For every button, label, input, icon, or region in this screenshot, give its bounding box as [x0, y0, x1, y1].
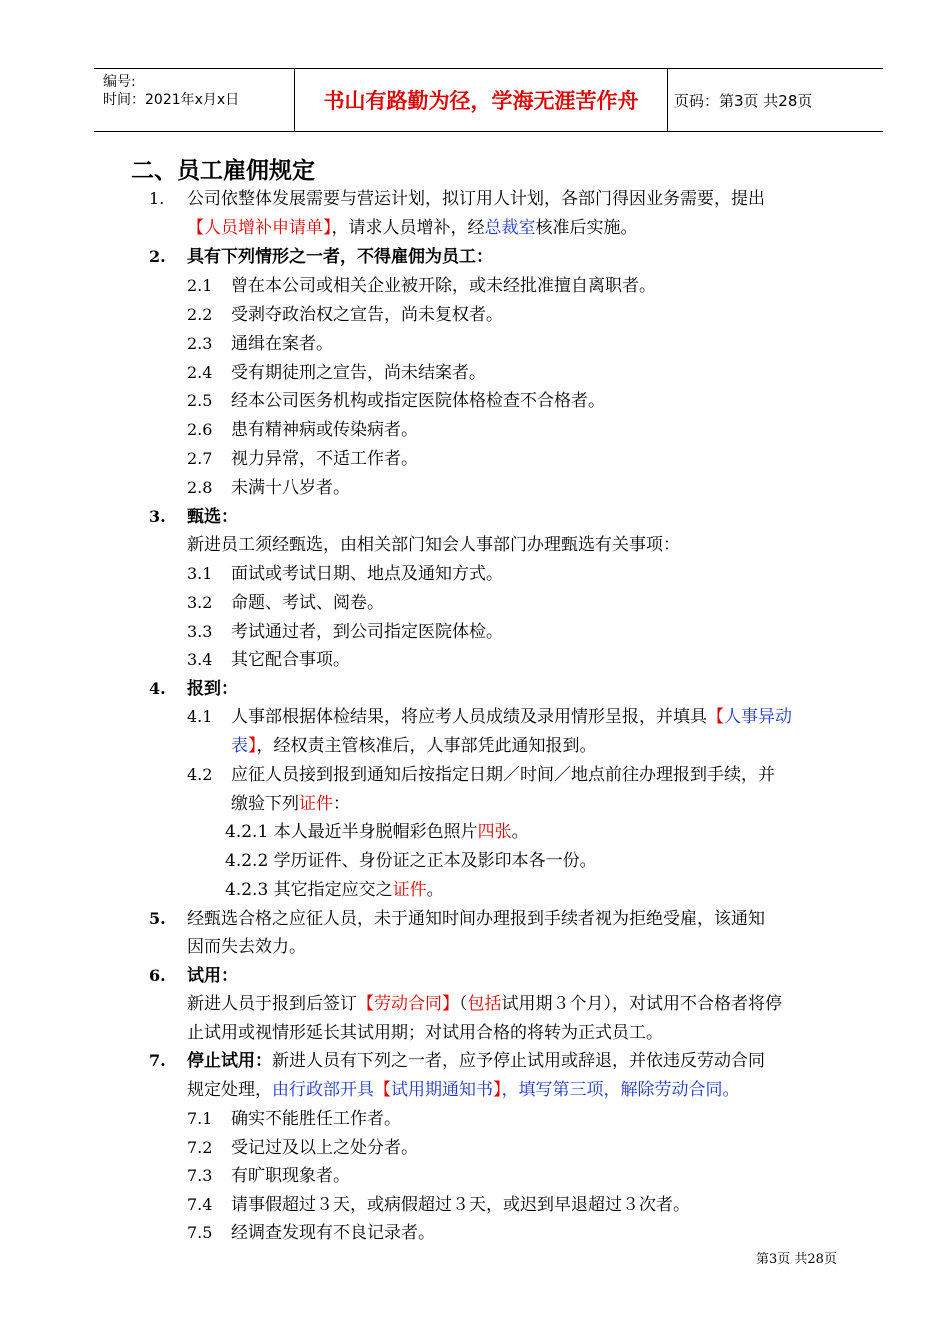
- sub-text: 视力异常，不适工作者。: [231, 449, 418, 469]
- sub-number: 3.1: [187, 564, 213, 583]
- sub-number: 4.1: [187, 707, 213, 726]
- sub-text: 未满十八岁者。: [231, 478, 350, 498]
- sub-number: 3.4: [187, 650, 213, 669]
- paragraph-line: 停止试用：新进人员有下列之一者，应予停止试用或辞退，并依违反劳动合同: [187, 1051, 765, 1071]
- header-motto: 书山有路勤为径，学海无涯苦作舟: [323, 89, 639, 113]
- section-title: 二、员工雇佣规定: [131, 158, 315, 184]
- sub-text: 缴验下列证件：: [231, 794, 350, 814]
- sub-number: 7.3: [187, 1166, 213, 1185]
- item-number: 3.: [149, 507, 166, 526]
- item-number: 5.: [149, 909, 166, 928]
- sub-number: 7.4: [187, 1195, 213, 1214]
- paragraph-line: 因而失去效力。: [187, 937, 306, 957]
- item-number: 2.: [149, 247, 166, 266]
- item-heading: 报到：: [187, 679, 238, 699]
- sub-sub-text: 4.2.3 其它指定应交之证件。: [225, 880, 444, 900]
- sub-text: 确实不能胜任工作者。: [231, 1109, 401, 1129]
- header-page-info: 页码：第3页 共28页: [674, 91, 813, 110]
- dept-name-blue: 总裁室: [484, 218, 536, 238]
- sub-number: 2.1: [187, 276, 213, 295]
- sub-number: 7.5: [187, 1223, 213, 1242]
- item-heading: 甄选：: [187, 507, 238, 527]
- item-number: 6.: [149, 966, 166, 985]
- sub-number: 2.8: [187, 478, 213, 497]
- item-heading: 试用：: [187, 966, 238, 986]
- sub-number: 3.2: [187, 593, 213, 612]
- paragraph-line: 止试用或视情形延长其试用期；对试用合格的将转为正式员工。: [187, 1023, 663, 1043]
- sub-text: 受记过及以上之处分者。: [231, 1138, 418, 1158]
- sub-text: 有旷职现象者。: [231, 1166, 350, 1186]
- page-header: [94, 68, 883, 132]
- paragraph-line: 新进人员于报到后签订【劳动合同】（包括试用期３个月），对试用不合格者将停: [187, 994, 782, 1014]
- sub-text: 通缉在案者。: [231, 334, 333, 354]
- item-heading: 具有下列情形之一者，不得雇佣为员工：: [187, 247, 493, 267]
- sub-text: 经调查发现有不良记录者。: [231, 1223, 435, 1243]
- sub-number: 2.7: [187, 449, 213, 468]
- divider: [667, 69, 668, 131]
- item-number: 4.: [149, 679, 166, 698]
- sub-number: 7.2: [187, 1138, 213, 1157]
- sub-sub-text: 4.2.2 学历证件、身份证之正本及影印本各一份。: [225, 851, 597, 871]
- paragraph-line: 经甄选合格之应征人员，未于通知时间办理报到手续者视为拒绝受雇，该通知: [187, 909, 765, 929]
- sub-number: 7.1: [187, 1109, 213, 1128]
- form-name-red: 【人员增补申请单】: [187, 218, 332, 238]
- doc-code-label: 编号:: [103, 74, 136, 90]
- header-meta: [94, 69, 294, 131]
- sub-text: 患有精神病或传染病者。: [231, 420, 418, 440]
- paragraph-line: 公司依整体发展需要与营运计划，拟订用人计划，各部门得因业务需要，提出: [187, 189, 765, 209]
- sub-text: 考试通过者，到公司指定医院体检。: [231, 622, 503, 642]
- sub-number: 2.3: [187, 334, 213, 353]
- paragraph-line: 新进员工须经甄选，由相关部门知会人事部门办理甄选有关事项：: [187, 535, 680, 555]
- sub-number: 2.5: [187, 391, 213, 410]
- item-number: 1.: [149, 189, 165, 208]
- sub-number: 2.6: [187, 420, 213, 439]
- sub-text: 表】，经权责主管核准后，人事部凭此通知报到。: [231, 736, 597, 756]
- sub-text: 其它配合事项。: [231, 650, 350, 670]
- sub-text: 请事假超过３天，或病假超过３天，或迟到早退超过３次者。: [231, 1195, 690, 1215]
- item-number: 7.: [149, 1051, 166, 1070]
- doc-time-label: 时间：2021年x月x日: [103, 92, 240, 108]
- sub-number: 3.3: [187, 622, 213, 641]
- sub-number: 2.2: [187, 305, 213, 324]
- paragraph-line: 【人员增补申请单】，请求人员增补，经总裁室核准后实施。: [187, 218, 638, 238]
- sub-number: 2.4: [187, 363, 213, 382]
- sub-text: 命题、考试、阅卷。: [231, 593, 384, 613]
- sub-number: 4.2: [187, 765, 213, 784]
- paragraph-line: 规定处理，由行政部开具【试用期通知书】，填写第三项，解除劳动合同。: [187, 1080, 740, 1100]
- sub-text: 受剥夺政治权之宣告，尚未复权者。: [231, 305, 503, 325]
- page-footer: 第3页 共28页: [756, 1252, 837, 1267]
- sub-text: 应征人员接到报到通知后按指定日期／时间／地点前往办理报到手续，并: [231, 765, 775, 785]
- sub-text: 受有期徒刑之宣告，尚未结案者。: [231, 363, 486, 383]
- sub-text: 人事部根据体检结果，将应考人员成绩及录用情形呈报，并填具【人事异动: [231, 707, 792, 727]
- sub-sub-text: 4.2.1 本人最近半身脱帽彩色照片四张。: [225, 822, 529, 842]
- sub-text: 曾在本公司或相关企业被开除，或未经批准擅自离职者。: [231, 276, 656, 296]
- sub-text: 经本公司医务机构或指定医院体格检查不合格者。: [231, 391, 605, 411]
- sub-text: 面试或考试日期、地点及通知方式。: [231, 564, 503, 584]
